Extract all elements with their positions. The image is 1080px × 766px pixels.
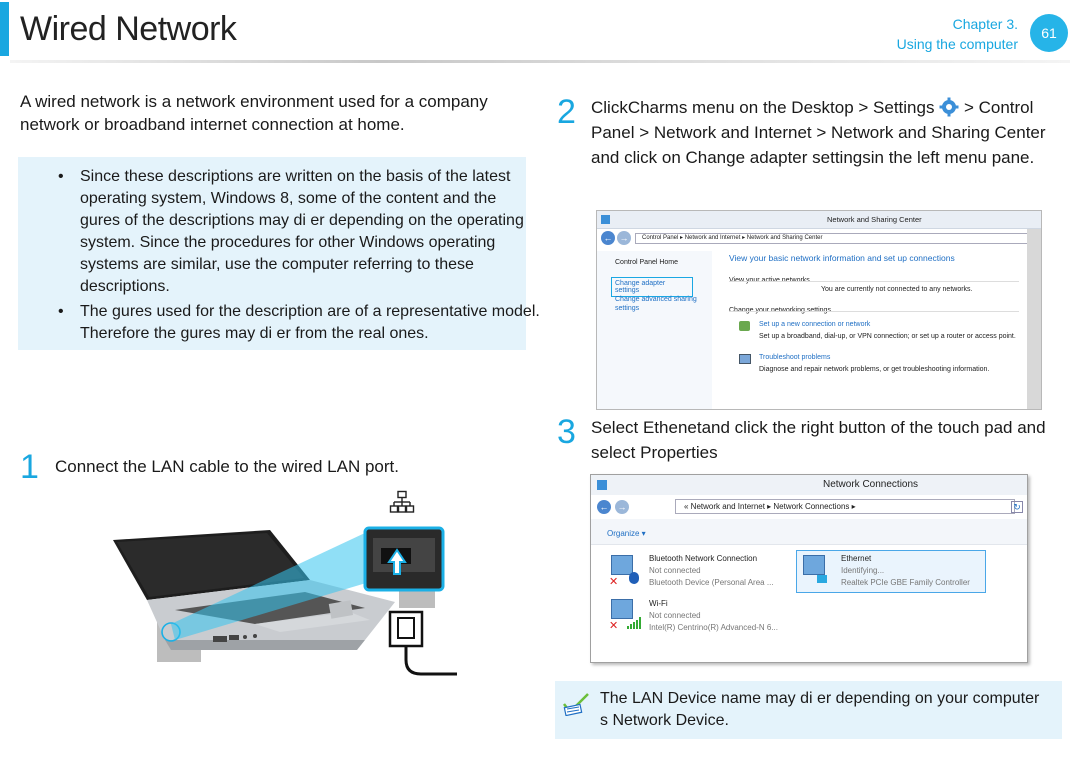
- setup-connection-link[interactable]: Set up a new connection or network: [759, 321, 871, 328]
- forward-button[interactable]: →: [617, 231, 631, 245]
- organize-menu[interactable]: Organize ▾: [607, 529, 646, 538]
- bluetooth-icon: [629, 572, 639, 584]
- connection-status: Not connected: [649, 566, 701, 575]
- page-title: Wired Network: [20, 10, 237, 48]
- laptop-illustration: [105, 520, 460, 685]
- window-titlebar: [597, 211, 1042, 229]
- step-number: 3: [557, 413, 576, 451]
- identifying-icon: [817, 575, 827, 583]
- note-item: [58, 301, 540, 345]
- sidebar-item-change-adapter[interactable]: Change adapter settings: [611, 277, 693, 297]
- back-button[interactable]: ←: [597, 500, 611, 514]
- connection-name[interactable]: Ethernet: [841, 554, 872, 563]
- sidebar-item-home[interactable]: Control Panel Home: [615, 259, 679, 266]
- step-text: [591, 95, 1061, 170]
- intro-paragraph: A wired network is a network environment used for a company network or broadband internet connection at home.: [20, 92, 488, 134]
- chapter-number: Chapter 3.: [952, 16, 1018, 32]
- header-divider: [10, 60, 1070, 63]
- active-networks-label: View your active networks: [729, 277, 810, 284]
- not-connected-text: You are currently not connected to any networks.: [821, 286, 973, 293]
- bullet-dot: •: [58, 168, 64, 185]
- toolbar: [591, 519, 1028, 545]
- step-number: 1: [20, 448, 39, 486]
- divider: [729, 311, 1019, 312]
- troubleshoot-link[interactable]: Troubleshoot problems: [759, 354, 831, 361]
- scrollbar[interactable]: [1027, 229, 1041, 410]
- troubleshoot-icon: [739, 354, 751, 364]
- connection-name[interactable]: Bluetooth Network Connection: [649, 554, 758, 563]
- step-number: 2: [557, 93, 576, 131]
- tip-text: The LAN Device name may di er depending on your computer s Network Device.: [600, 690, 1040, 729]
- window-titlebar: [591, 475, 1028, 495]
- lan-port-icon: [389, 490, 415, 516]
- window-title: Network Connections: [823, 479, 919, 490]
- forward-button[interactable]: →: [615, 500, 629, 514]
- nsc-heading: View your basic network information and set up connections: [729, 253, 955, 263]
- setup-network-icon: [739, 321, 750, 331]
- step-text-part: > Control Panel > Network and Internet > Network and Sharing Center and click on Change adapter settingsin the left menu pane.: [591, 98, 1046, 167]
- note-item: [58, 166, 540, 298]
- connection-device: Bluetooth Device (Personal Area ...: [649, 578, 774, 587]
- change-settings-label: Change your networking settings: [729, 307, 831, 314]
- refresh-icon[interactable]: ↻: [1011, 501, 1023, 513]
- divider: [729, 281, 1019, 282]
- step-text: Connect the LAN cable to the wired LAN port.: [55, 457, 399, 476]
- chapter-label: [897, 14, 1018, 54]
- network-adapter-icon: [803, 555, 825, 575]
- wifi-signal-icon: [627, 617, 641, 629]
- window-title: Network and Sharing Center: [827, 215, 922, 224]
- gear-icon: [939, 97, 959, 117]
- disconnected-x-icon: ✕: [609, 576, 619, 588]
- page-number-badge: 61: [1030, 14, 1068, 52]
- connection-name[interactable]: Wi-Fi: [649, 599, 668, 608]
- address-bar[interactable]: « Network and Internet ▸ Network Connections ▸: [675, 499, 1015, 514]
- window-icon: [601, 215, 610, 224]
- connection-status: Not connected: [649, 611, 701, 620]
- network-adapter-icon: [611, 555, 633, 575]
- connection-device: Intel(R) Centrino(R) Advanced-N 6...: [649, 623, 778, 632]
- bullet-dot: •: [58, 303, 64, 320]
- troubleshoot-desc: Diagnose and repair network problems, or get troubleshooting information.: [759, 366, 990, 373]
- network-adapter-icon: [611, 599, 633, 619]
- window-icon: [597, 480, 607, 490]
- address-bar[interactable]: Control Panel ▸ Network and Internet ▸ Network and Sharing Center: [635, 233, 1037, 244]
- screenshot-network-connections: [590, 474, 1028, 663]
- setup-connection-desc: Set up a broadband, dial-up, or VPN connection; or set up a router or access point.: [759, 333, 1016, 340]
- sidebar-item-advanced-sharing[interactable]: Change advanced sharing settings: [615, 296, 697, 312]
- chapter-subtitle: Using the computer: [896, 36, 1018, 52]
- step-text: Select Ethenetand click the right button of the touch pad and select Properties: [591, 418, 1046, 462]
- connection-device: Realtek PCIe GBE Family Controller: [841, 578, 970, 587]
- header-accent-bar: [0, 2, 9, 56]
- note-text: Since these descriptions are written on the basis of the latest operating system, Windows 8, some of the content and the gures of the descriptions may di er depending on the operating system. Since the procedures for other Windows operating systems are similar, use the computer referring to these descriptions.: [80, 168, 524, 295]
- screenshot-network-sharing-center: [596, 210, 1042, 410]
- connection-status: Identifying...: [841, 566, 885, 575]
- sidebar: [597, 251, 712, 410]
- note-text: The gures used for the description are of a representative model. Therefore the gures may di er from the real ones.: [80, 303, 540, 342]
- back-button[interactable]: ←: [601, 231, 615, 245]
- disconnected-x-icon: ✕: [609, 620, 619, 632]
- step-text-part: ClickCharms menu on the Desktop > Settings: [591, 98, 935, 117]
- tip-pencil-icon: [562, 690, 590, 716]
